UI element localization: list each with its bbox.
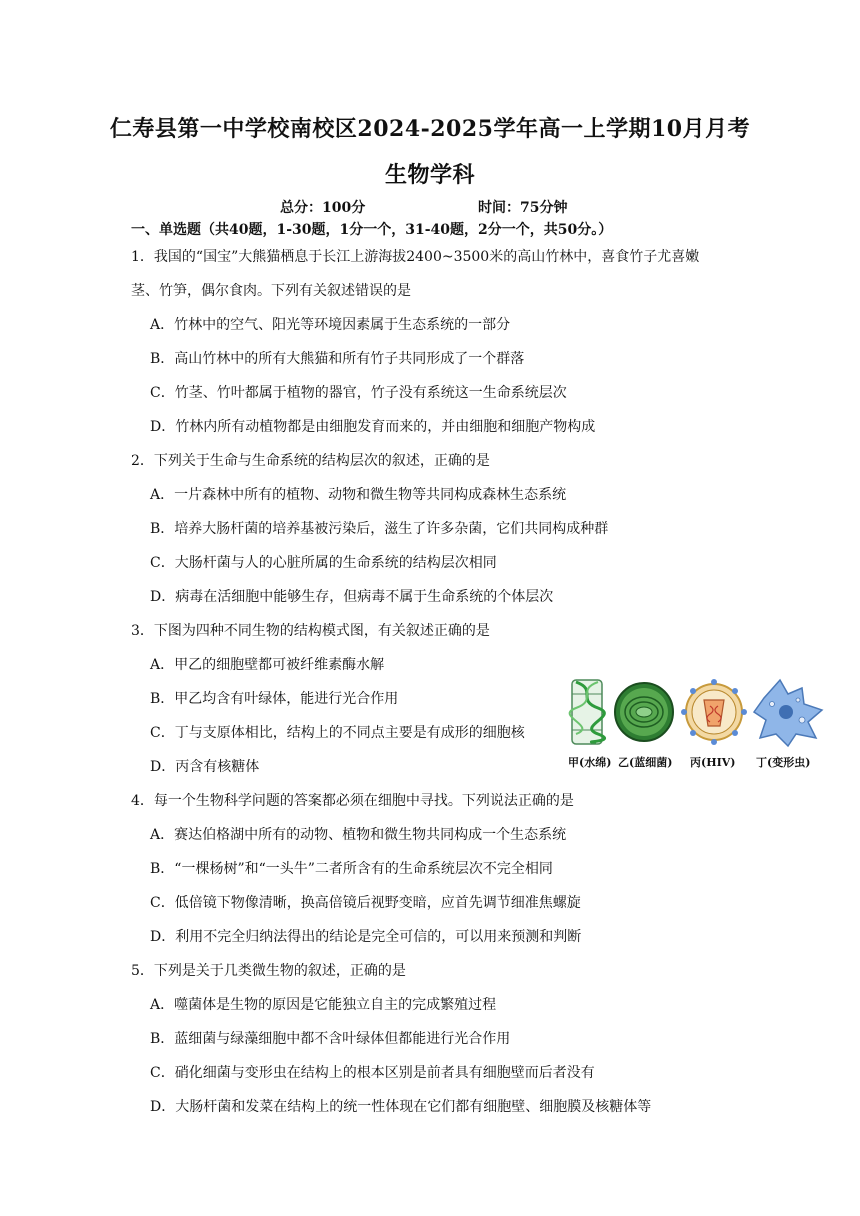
question-3-option-a: A．甲乙的细胞壁都可被纤维素酶水解	[150, 657, 385, 673]
question-5-option-d: D．大肠杆菌和发菜在结构上的统一性体现在它们都有细胞壁、细胞膜及核糖体等	[150, 1099, 652, 1115]
question-4-option-c: C．低倍镜下物像清晰，换高倍镜后视野变暗，应首先调节细准焦螺旋	[150, 895, 581, 911]
caption-amoeba: 丁(变形虫)	[756, 756, 811, 769]
section-heading: 一、单选题（共40题，1-30题，1分一个，31-40题，2分一个，共50分。）	[131, 222, 613, 238]
question-1-stem-cont: 茎、竹笋，偶尔食肉。下列有关叙述错误的是	[131, 283, 411, 299]
caption-hiv: 丙(HIV)	[690, 756, 736, 769]
question-2-option-b: B．培养大肠杆菌的培养基被污染后，滋生了许多杂菌，它们共同构成种群	[150, 521, 609, 537]
question-2-option-d: D．病毒在活细胞中能够生存，但病毒不属于生命系统的个体层次	[150, 589, 554, 605]
question-2-stem: 2．下列关于生命与生命系统的结构层次的叙述，正确的是	[131, 453, 490, 469]
question-3-stem: 3．下图为四种不同生物的结构模式图，有关叙述正确的是	[131, 623, 490, 639]
question-1-option-c: C．竹茎、竹叶都属于植物的器官，竹子没有系统这一生命系统层次	[150, 385, 567, 401]
subject-title: 生物学科	[384, 162, 475, 188]
question-4-option-b: B．“一棵杨树”和“一头牛”二者所含有的生命系统层次不完全相同	[150, 861, 553, 877]
question-4-option-a: A．赛达伯格湖中所有的动物、植物和微生物共同构成一个生态系统	[150, 827, 567, 843]
question-3-option-b: B．甲乙均含有叶绿体，能进行光合作用	[150, 691, 399, 707]
four-organisms-figure	[566, 676, 826, 776]
amoeba-drawing	[754, 680, 822, 746]
exam-title: 仁寿县第一中学校南校区2024-2025学年高一上学期10月月考	[109, 116, 751, 142]
question-2-option-a: A．一片森林中所有的植物、动物和微生物等共同构成森林生态系统	[150, 487, 567, 503]
total-score: 总分：100分	[280, 200, 366, 216]
cyanobacteria-drawing	[615, 683, 673, 741]
hiv-drawing	[681, 679, 747, 745]
question-4-stem: 4．每一个生物科学问题的答案都必须在细胞中寻找。下列说法正确的是	[131, 793, 574, 809]
question-3-option-d: D．丙含有核糖体	[150, 759, 260, 775]
question-5-option-b: B．蓝细菌与绿藻细胞中都不含叶绿体但都能进行光合作用	[150, 1031, 511, 1047]
question-5-stem: 5．下列是关于几类微生物的叙述，正确的是	[131, 963, 406, 979]
question-1-option-b: B．高山竹林中的所有大熊猫和所有竹子共同形成了一个群落	[150, 351, 525, 367]
question-5-option-a: A．噬菌体是生物的原因是它能独立自主的完成繁殖过程	[150, 997, 497, 1013]
organisms-illustration	[566, 676, 826, 754]
question-1-stem: 1．我国的“国宝”大熊猫栖息于长江上游海拔2400~3500米的高山竹林中，喜食竹子尤喜嫩	[131, 249, 700, 265]
question-1-option-d: D．竹林内所有动植物都是由细胞发育而来的，并由细胞和细胞产物构成	[150, 419, 596, 435]
exam-time: 时间：75分钟	[478, 200, 568, 216]
question-2-option-c: C．大肠杆菌与人的心脏所属的生命系统的结构层次相同	[150, 555, 497, 571]
question-1-option-a: A．竹林中的空气、阳光等环境因素属于生态系统的一部分	[150, 317, 511, 333]
caption-cyanobacteria: 乙(蓝细菌)	[618, 756, 673, 769]
spirogyra-drawing	[570, 680, 605, 744]
question-4-option-d: D．利用不完全归纳法得出的结论是完全可信的，可以用来预测和判断	[150, 929, 582, 945]
caption-spirogyra: 甲(水绵)	[568, 756, 612, 769]
question-3-option-c: C．丁与支原体相比，结构上的不同点主要是有成形的细胞核	[150, 725, 525, 741]
question-5-option-c: C．硝化细菌与变形虫在结构上的根本区别是前者具有细胞壁而后者没有	[150, 1065, 595, 1081]
